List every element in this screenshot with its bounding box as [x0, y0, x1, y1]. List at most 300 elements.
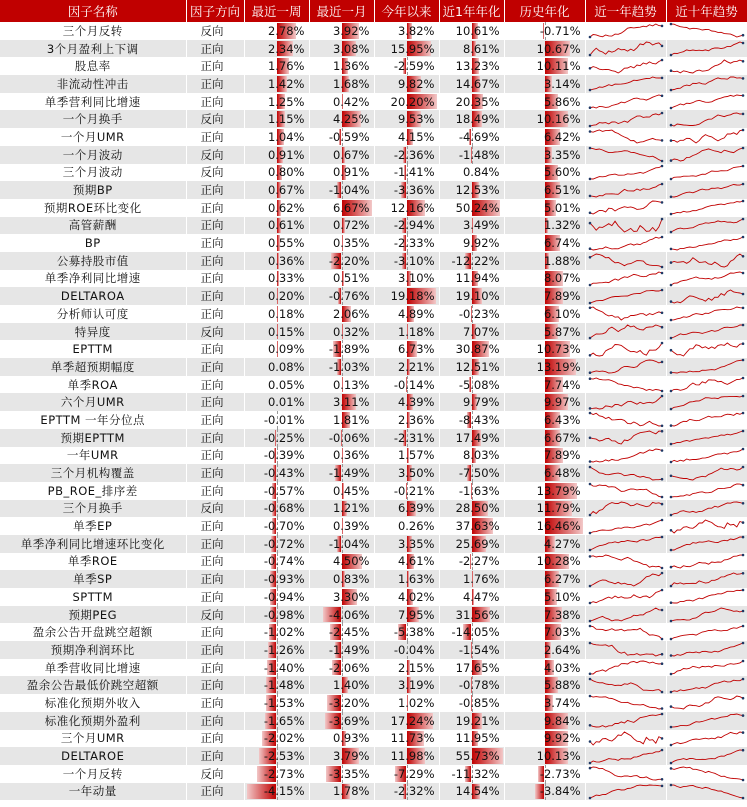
- table-row: [0, 305, 747, 323]
- return-value: 7.74%: [543, 377, 581, 392]
- table-row: [0, 199, 747, 217]
- return-ytd: [374, 535, 439, 553]
- return-ytd: [374, 765, 439, 783]
- return-value: 0.20%: [267, 289, 305, 304]
- return-value: -1.53%: [263, 695, 305, 710]
- return-hist: [504, 376, 585, 394]
- sparkline-1y: [585, 464, 666, 482]
- return-y1: [439, 712, 504, 730]
- table-row: [0, 57, 747, 75]
- sparkline-10y: [666, 110, 747, 128]
- return-hist: [504, 270, 585, 288]
- sparkline-1y: [585, 517, 666, 535]
- return-month: [309, 146, 374, 164]
- sparkline-10y: [666, 164, 747, 182]
- return-ytd: [374, 287, 439, 305]
- return-value: 0.26%: [397, 519, 435, 534]
- return-week: [244, 447, 309, 465]
- sparkline-1y: [585, 93, 666, 111]
- return-month: [309, 22, 374, 40]
- factor-name: 盈余公告开盘跳空超额: [0, 623, 186, 641]
- return-week: [244, 305, 309, 323]
- return-ytd: [374, 146, 439, 164]
- sparkline-10y: [666, 429, 747, 447]
- sparkline-10y: [666, 376, 747, 394]
- return-value: 8.61%: [462, 41, 500, 56]
- return-y1: [439, 57, 504, 75]
- return-value: -2.27%: [458, 554, 500, 569]
- factor-name: 一个月换手: [0, 110, 186, 128]
- factor-name: DELTAROA: [0, 287, 186, 305]
- return-value: 5.87%: [543, 324, 581, 339]
- return-hist: [504, 765, 585, 783]
- return-week: [244, 482, 309, 500]
- table-row: [0, 659, 747, 677]
- return-value: 7.89%: [543, 289, 581, 304]
- factor-direction: 正向: [186, 659, 244, 677]
- sparkline-10y: [666, 730, 747, 748]
- return-y1: [439, 411, 504, 429]
- return-ytd: [374, 393, 439, 411]
- return-ytd: [374, 164, 439, 182]
- return-ytd: [374, 641, 439, 659]
- return-value: 4.03%: [543, 660, 581, 675]
- table-row: [0, 22, 747, 40]
- return-hist: [504, 641, 585, 659]
- return-value: 0.33%: [267, 271, 305, 286]
- sparkline-10y: [666, 128, 747, 146]
- return-value: -12.22%: [451, 253, 500, 268]
- sparkline-10y: [666, 747, 747, 765]
- factor-direction: 正向: [186, 40, 244, 58]
- sparkline-1y: [585, 22, 666, 40]
- return-value: -1.41%: [393, 165, 435, 180]
- return-value: 0.15%: [267, 324, 305, 339]
- return-y1: [439, 376, 504, 394]
- table-row: [0, 75, 747, 93]
- return-ytd: [374, 747, 439, 765]
- return-ytd: [374, 110, 439, 128]
- return-ytd: [374, 22, 439, 40]
- factor-direction: 正向: [186, 429, 244, 447]
- return-value: 3.19%: [397, 678, 435, 693]
- return-week: [244, 570, 309, 588]
- return-ytd: [374, 340, 439, 358]
- return-week: [244, 287, 309, 305]
- return-value: -3.35%: [328, 766, 370, 781]
- table-row: [0, 217, 747, 235]
- return-value: -11.32%: [451, 766, 500, 781]
- return-month: [309, 464, 374, 482]
- factor-direction: 反向: [186, 22, 244, 40]
- return-value: -2.20%: [328, 253, 370, 268]
- table-row: [0, 588, 747, 606]
- return-month: [309, 40, 374, 58]
- factor-name: 单季SP: [0, 570, 186, 588]
- return-value: -0.72%: [263, 536, 305, 551]
- return-value: 12.53%: [455, 183, 500, 198]
- return-hist: [504, 783, 585, 801]
- return-week: [244, 411, 309, 429]
- return-month: [309, 287, 374, 305]
- return-value: -2.45%: [328, 625, 370, 640]
- factor-name: 一个月UMR: [0, 128, 186, 146]
- return-hist: [504, 393, 585, 411]
- return-value: 31.56%: [455, 607, 500, 622]
- factor-direction: 正向: [186, 376, 244, 394]
- factor-name: 标准化预期外盈利: [0, 712, 186, 730]
- factor-direction: 正向: [186, 747, 244, 765]
- return-week: [244, 358, 309, 376]
- return-week: [244, 128, 309, 146]
- return-ytd: [374, 40, 439, 58]
- return-month: [309, 482, 374, 500]
- return-week: [244, 252, 309, 270]
- factor-name: EPTTM 一年分位点: [0, 411, 186, 429]
- header-direction: 因子方向: [186, 0, 244, 22]
- return-value: 0.35%: [332, 236, 370, 251]
- return-month: [309, 93, 374, 111]
- return-month: [309, 517, 374, 535]
- return-value: 0.55%: [267, 236, 305, 251]
- return-week: [244, 730, 309, 748]
- return-value: -2.36%: [393, 147, 435, 162]
- return-value: -14.05%: [451, 625, 500, 640]
- return-hist: [504, 747, 585, 765]
- return-ytd: [374, 217, 439, 235]
- sparkline-10y: [666, 464, 747, 482]
- return-ytd: [374, 447, 439, 465]
- table-row: [0, 411, 747, 429]
- sparkline-10y: [666, 40, 747, 58]
- return-ytd: [374, 252, 439, 270]
- sparkline-10y: [666, 358, 747, 376]
- sparkline-1y: [585, 694, 666, 712]
- return-value: 37.63%: [455, 519, 500, 534]
- return-value: 1.88%: [543, 253, 581, 268]
- return-value: -0.78%: [458, 678, 500, 693]
- return-value: 19.18%: [390, 289, 435, 304]
- factor-name: 预期EPTTM: [0, 429, 186, 447]
- return-value: 6.42%: [543, 129, 581, 144]
- factor-direction: 正向: [186, 553, 244, 571]
- return-value: 11.79%: [536, 501, 581, 516]
- return-value: 14.54%: [455, 784, 500, 799]
- return-week: [244, 340, 309, 358]
- return-value: 0.36%: [332, 448, 370, 463]
- return-y1: [439, 553, 504, 571]
- factor-direction: 反向: [186, 765, 244, 783]
- sparkline-1y: [585, 75, 666, 93]
- factor-direction: 正向: [186, 694, 244, 712]
- return-value: 9.82%: [397, 76, 435, 91]
- table-row: [0, 765, 747, 783]
- return-value: 1.76%: [267, 59, 305, 74]
- table-row: [0, 517, 747, 535]
- sparkline-10y: [666, 765, 747, 783]
- sparkline-1y: [585, 676, 666, 694]
- return-value: -0.85%: [458, 695, 500, 710]
- return-week: [244, 694, 309, 712]
- return-value: 55.73%: [455, 749, 500, 764]
- return-hist: [504, 252, 585, 270]
- sparkline-1y: [585, 641, 666, 659]
- return-value: 3.30%: [332, 589, 370, 604]
- header-1y-trend: 近一年趋势: [585, 0, 666, 22]
- sparkline-1y: [585, 553, 666, 571]
- return-ytd: [374, 323, 439, 341]
- return-hist: [504, 358, 585, 376]
- return-y1: [439, 500, 504, 518]
- return-hist: [504, 588, 585, 606]
- return-value: 11.94%: [455, 271, 500, 286]
- return-ytd: [374, 93, 439, 111]
- return-month: [309, 747, 374, 765]
- return-value: 10.67%: [536, 41, 581, 56]
- return-value: 1.15%: [267, 112, 305, 127]
- table-row: [0, 553, 747, 571]
- return-y1: [439, 393, 504, 411]
- return-week: [244, 40, 309, 58]
- return-month: [309, 765, 374, 783]
- return-hist: [504, 93, 585, 111]
- return-hist: [504, 517, 585, 535]
- table-row: [0, 570, 747, 588]
- return-value: 4.47%: [462, 589, 500, 604]
- sparkline-10y: [666, 553, 747, 571]
- return-week: [244, 75, 309, 93]
- sparkline-10y: [666, 482, 747, 500]
- sparkline-10y: [666, 323, 747, 341]
- sparkline-10y: [666, 570, 747, 588]
- return-month: [309, 270, 374, 288]
- return-value: -2.73%: [263, 766, 305, 781]
- sparkline-10y: [666, 517, 747, 535]
- return-value: 10.11%: [536, 59, 581, 74]
- return-hist: [504, 305, 585, 323]
- factor-name: 单季超预期幅度: [0, 358, 186, 376]
- factor-direction: 正向: [186, 588, 244, 606]
- return-week: [244, 217, 309, 235]
- table-row: [0, 323, 747, 341]
- factor-direction: 正向: [186, 783, 244, 801]
- return-y1: [439, 287, 504, 305]
- return-value: 3.08%: [332, 41, 370, 56]
- return-value: 1.32%: [543, 218, 581, 233]
- return-value: 4.39%: [397, 395, 435, 410]
- return-ytd: [374, 482, 439, 500]
- return-value: 17.49%: [455, 430, 500, 445]
- return-value: 17.65%: [455, 660, 500, 675]
- return-value: 11.98%: [390, 749, 435, 764]
- factor-name: 一年UMR: [0, 447, 186, 465]
- return-value: -2.06%: [328, 660, 370, 675]
- return-y1: [439, 340, 504, 358]
- sparkline-1y: [585, 128, 666, 146]
- return-ytd: [374, 57, 439, 75]
- return-value: 0.39%: [332, 519, 370, 534]
- return-month: [309, 641, 374, 659]
- factor-name: 六个月UMR: [0, 393, 186, 411]
- return-ytd: [374, 623, 439, 641]
- sparkline-1y: [585, 217, 666, 235]
- return-value: 3.92%: [332, 23, 370, 38]
- factor-name: 三个月波动: [0, 164, 186, 182]
- table-row: [0, 464, 747, 482]
- return-month: [309, 606, 374, 624]
- header-row: [0, 0, 747, 22]
- factor-direction: 正向: [186, 305, 244, 323]
- table-row: [0, 40, 747, 58]
- factor-direction: 正向: [186, 623, 244, 641]
- return-value: -3.36%: [393, 183, 435, 198]
- sparkline-1y: [585, 287, 666, 305]
- return-value: -5.38%: [393, 625, 435, 640]
- factor-name: 股息率: [0, 57, 186, 75]
- return-hist: [504, 429, 585, 447]
- sparkline-1y: [585, 57, 666, 75]
- return-month: [309, 783, 374, 801]
- sparkline-10y: [666, 270, 747, 288]
- factor-name: 盈余公告最低价跳空超额: [0, 676, 186, 694]
- return-week: [244, 588, 309, 606]
- return-value: 6.67%: [332, 200, 370, 215]
- return-ytd: [374, 500, 439, 518]
- return-value: 25.69%: [455, 536, 500, 551]
- return-month: [309, 535, 374, 553]
- return-value: -3.20%: [328, 695, 370, 710]
- return-ytd: [374, 659, 439, 677]
- return-value: 13.23%: [455, 59, 500, 74]
- return-value: 6.74%: [543, 236, 581, 251]
- factor-direction: 正向: [186, 93, 244, 111]
- factor-direction: 反向: [186, 146, 244, 164]
- factor-name: 分析师认可度: [0, 305, 186, 323]
- factor-name: 三个月反转: [0, 22, 186, 40]
- return-value: 6.67%: [543, 430, 581, 445]
- return-value: 18.49%: [455, 112, 500, 127]
- table-row: [0, 676, 747, 694]
- factor-direction: 正向: [186, 676, 244, 694]
- return-value: -0.94%: [263, 589, 305, 604]
- factor-direction: 正向: [186, 393, 244, 411]
- return-y1: [439, 659, 504, 677]
- sparkline-1y: [585, 783, 666, 801]
- return-hist: [504, 164, 585, 182]
- factor-name: EPTTM: [0, 340, 186, 358]
- return-value: -1.48%: [458, 147, 500, 162]
- return-value: -1.48%: [263, 678, 305, 693]
- return-week: [244, 765, 309, 783]
- return-value: -7.50%: [458, 466, 500, 481]
- return-value: -0.23%: [458, 306, 500, 321]
- return-hist: [504, 623, 585, 641]
- return-week: [244, 659, 309, 677]
- factor-name: 三个月机构覆盖: [0, 464, 186, 482]
- sparkline-10y: [666, 22, 747, 40]
- sparkline-1y: [585, 146, 666, 164]
- return-month: [309, 340, 374, 358]
- return-value: -2.73%: [539, 766, 581, 781]
- return-week: [244, 535, 309, 553]
- return-value: -4.06%: [328, 607, 370, 622]
- return-value: 20.35%: [455, 94, 500, 109]
- return-y1: [439, 234, 504, 252]
- factor-name: 3个月盈利上下调: [0, 40, 186, 58]
- return-value: -2.33%: [393, 236, 435, 251]
- return-value: 13.79%: [536, 483, 581, 498]
- return-value: -3.84%: [539, 784, 581, 799]
- sparkline-1y: [585, 40, 666, 58]
- return-value: 12.16%: [390, 200, 435, 215]
- return-value: 9.84%: [543, 713, 581, 728]
- sparkline-10y: [666, 199, 747, 217]
- factor-direction: 正向: [186, 447, 244, 465]
- return-value: 15.95%: [390, 41, 435, 56]
- sparkline-1y: [585, 411, 666, 429]
- return-value: 0.36%: [267, 253, 305, 268]
- return-value: 10.73%: [536, 342, 581, 357]
- factor-direction: 正向: [186, 641, 244, 659]
- return-hist: [504, 694, 585, 712]
- return-value: 2.21%: [397, 359, 435, 374]
- table-row: [0, 340, 747, 358]
- sparkline-10y: [666, 783, 747, 801]
- return-hist: [504, 57, 585, 75]
- sparkline-1y: [585, 500, 666, 518]
- factor-name: 一年动量: [0, 783, 186, 801]
- header-hist-annualized: 历史年化: [504, 0, 585, 22]
- return-hist: [504, 40, 585, 58]
- return-ytd: [374, 234, 439, 252]
- return-ytd: [374, 199, 439, 217]
- return-month: [309, 376, 374, 394]
- return-week: [244, 110, 309, 128]
- return-y1: [439, 623, 504, 641]
- return-hist: [504, 181, 585, 199]
- return-y1: [439, 641, 504, 659]
- return-value: 13.19%: [536, 359, 581, 374]
- return-hist: [504, 217, 585, 235]
- return-value: -0.01%: [263, 412, 305, 427]
- header-10y-trend: 近十年趋势: [666, 0, 747, 22]
- return-hist: [504, 323, 585, 341]
- factor-name: PB_ROE_排序差: [0, 482, 186, 500]
- return-month: [309, 358, 374, 376]
- return-value: -2.94%: [393, 218, 435, 233]
- return-value: 0.42%: [332, 94, 370, 109]
- return-week: [244, 712, 309, 730]
- table-body: [0, 22, 747, 800]
- return-value: -1.63%: [458, 483, 500, 498]
- return-value: 6.73%: [397, 342, 435, 357]
- return-month: [309, 252, 374, 270]
- factor-direction: 正向: [186, 75, 244, 93]
- return-y1: [439, 570, 504, 588]
- sparkline-1y: [585, 447, 666, 465]
- return-month: [309, 75, 374, 93]
- return-y1: [439, 270, 504, 288]
- factor-direction: 正向: [186, 535, 244, 553]
- table-row: [0, 623, 747, 641]
- return-y1: [439, 110, 504, 128]
- return-value: 1.04%: [267, 129, 305, 144]
- return-week: [244, 146, 309, 164]
- return-week: [244, 783, 309, 801]
- return-value: 9.92%: [543, 731, 581, 746]
- sparkline-1y: [585, 535, 666, 553]
- return-week: [244, 553, 309, 571]
